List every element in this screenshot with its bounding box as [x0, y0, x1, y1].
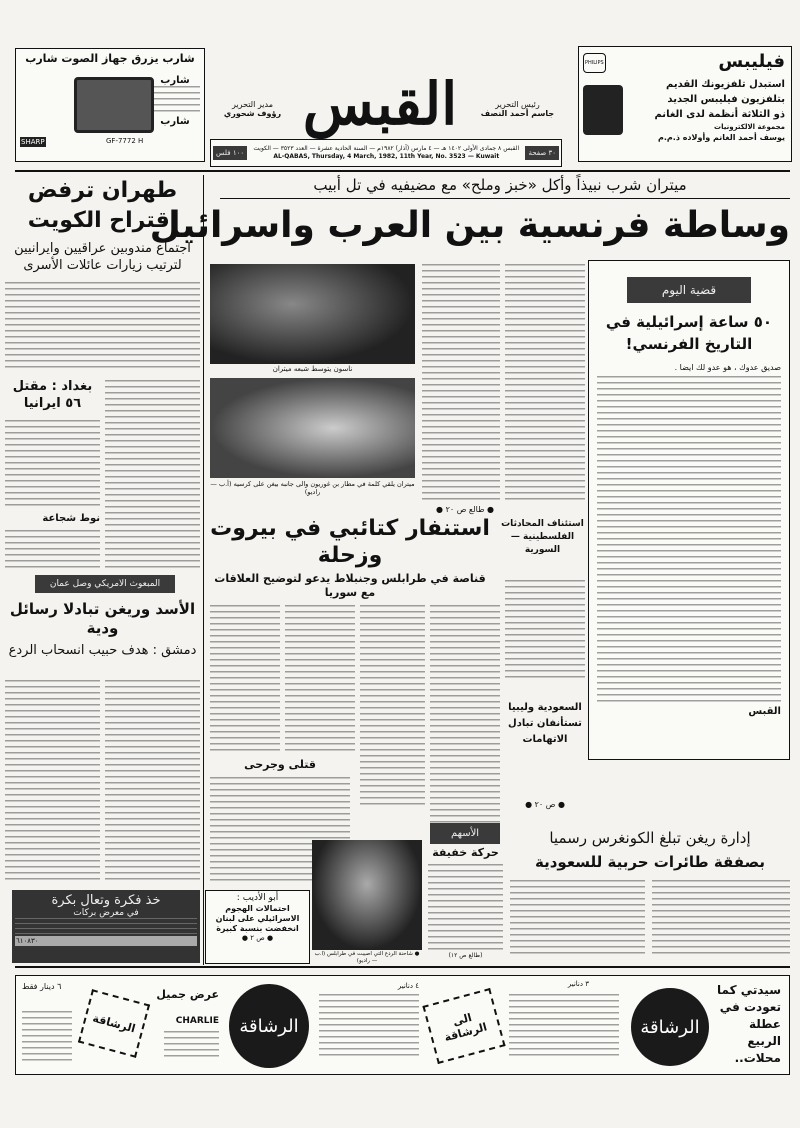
sharp-ad-title: شارب يزرق جهاز الصوت شارب — [25, 52, 195, 65]
tehran-subhead: اجتماع مندوبين عراقيين وايرانيين لترتيب زيارات عائلات الأسرى — [14, 241, 191, 273]
date-english: AL-QABAS, Thursday, 4 March, 1982, 11th Year, No. 3523 — Kuwait — [273, 153, 500, 160]
truck-photo — [312, 840, 422, 950]
philips-brand: فيليبس — [718, 51, 785, 72]
abu-adib-title: أبو الأديب : — [236, 893, 279, 903]
managing-editor: رؤوف شحوري — [223, 109, 282, 118]
price: ١٠٠ فلس — [213, 146, 247, 160]
radio-cassette-image — [74, 77, 154, 133]
envoy-banner: المبعوث الامريكي وصل عمان — [35, 575, 175, 593]
sharp-side-1: شارب — [160, 75, 190, 86]
abu-adib-box — [205, 890, 310, 964]
editor-in-chief-label: رئيس التحرير — [495, 100, 540, 109]
sharp-brand: SHARP — [21, 138, 45, 146]
rashaqa-right-text: سيدتي كما تعودت في عطلة الربيع محلات.. — [717, 983, 781, 1065]
editorial-body — [597, 376, 781, 706]
sharp-model: GF-7772 H — [106, 137, 144, 145]
stocks-jump: (طالع ص ١٢) — [448, 952, 483, 959]
charlie-label: CHARLIE — [175, 1016, 219, 1026]
barakat-line1: خذ فكرة وتعال بكرة — [51, 893, 161, 908]
barakat-ad — [12, 890, 200, 963]
beirut-headline: استنفار كتائبي في بيروت وزحلة — [210, 516, 490, 568]
managing-editor-label: مدير التحرير — [232, 100, 273, 109]
editorial-lead: صديق عدوك ، هو عدو لك ايضا . — [674, 363, 781, 372]
editorial-box — [588, 260, 790, 760]
price-1: ٣ دنانير — [567, 980, 589, 988]
philips-line1: استبدل تلفزيونك القديم — [666, 79, 785, 90]
masthead-rule — [15, 170, 790, 172]
reagan-headline-1: إدارة ريغن تبلغ الكونغرس رسميا — [549, 829, 751, 847]
page-count: ٣٠ صفحة — [525, 146, 559, 160]
stocks-headline: حركة خفيفة — [432, 846, 499, 859]
casualties-subhead: قتلى وجرحى — [244, 758, 316, 771]
palestinian-syrian-headline: استئناف المحادثات الفلسطينية — السورية — [501, 519, 584, 555]
date-arabic: القبس ٨ جمادى الأولى ١٤٠٢ هـ — ٤ مارس (آذار) ١٩٨٢م — السنة الحادية عشرة — العدد ٣٥٢٣ — الكويت — [253, 145, 520, 152]
rashaqa-logo-1: الرشاقة — [631, 988, 709, 1066]
price-3: ٦ دينار فقط — [22, 982, 62, 991]
baghdad-headline: بغداد : مقتل ٥٦ ايرانيا — [12, 379, 93, 411]
rashaqa-star-2: الرشاقة — [78, 989, 150, 1058]
barakat-phone: ٦١٠٨٣٠ — [15, 936, 197, 946]
barakat-line2: في معرض بركات — [73, 908, 139, 918]
tv-image — [583, 85, 623, 135]
philips-dealer: يوسف أحمد الغانم وأولاده ذ.م.م — [658, 133, 785, 142]
logo: القبس — [302, 70, 458, 138]
damascus-headline: دمشق : هدف حبيب انسحاب الردع — [8, 643, 197, 658]
lead-headline: وساطة فرنسية بين العرب واسرائيل — [149, 205, 790, 246]
saudi-libya-jump: ● ص ٢٠ ● — [525, 800, 565, 809]
beirut-subhead: قناصة في طرابلس وجنبلاط يدعو لتوضيح العلاقات مع سوريا — [214, 572, 486, 599]
sharp-side-2: شارب — [160, 116, 190, 127]
baghdad-body — [5, 420, 100, 510]
editorial-signature: القبس — [748, 706, 781, 717]
lead-photo-1 — [210, 264, 415, 364]
date-bar — [210, 139, 562, 167]
lead-photo-2 — [210, 378, 415, 478]
assad-reagan-headline: الأسد وريغن تبادلا رسائل ودية — [9, 600, 196, 637]
rashaqa-star: الى الرشاقة — [422, 988, 505, 1064]
price-2: ٤ دنانير — [397, 982, 419, 990]
philips-ad — [578, 46, 792, 162]
lead-photo-caption-1: ناسون يتوسط شبعه ميتران — [272, 365, 353, 373]
abu-adib-text: احتمالات الهجوم الاسرائيلي على لبنان انخفضت بنسبة كبيرة — [215, 904, 300, 933]
lead-body-2 — [505, 264, 585, 504]
rashaqa-logo-2: الرشاقة — [229, 984, 309, 1068]
tehran-headline: طهران ترفض اقتراح الكويت — [27, 178, 178, 233]
rashaqa-ad — [15, 975, 790, 1075]
lead-body-1 — [422, 264, 500, 504]
tehran-body — [5, 282, 200, 372]
lead-overline: ميتران شرب نبيذاً وأكل «خبز وملح» مع مضيفيه في تل أبيب — [313, 176, 687, 194]
philips-line2: بتلفزيون فيليبس الجديد — [667, 94, 785, 105]
sharp-ad — [15, 48, 205, 162]
stocks-banner: الأسهم — [430, 823, 500, 844]
saudi-libya-headline: السعودية وليبيا تستأنفان تبادل الاتهامات — [508, 702, 582, 745]
lead-photo-caption-2: ميتران يلقي كلمة في مطار بن غوريون والى جانبه بيغن على كرسيه (أ.ب — راديو) — [210, 480, 415, 496]
abu-adib-jump: ● ص ٢ ● — [241, 934, 274, 942]
editorial-title: ٥٠ ساعة إسرائيلية في التاريخ الفرنسي! — [605, 313, 773, 353]
lead-jump: ● طالع ص ٢٠ ● — [436, 505, 494, 514]
philips-dealer-label: مجموعة الالكترونيات — [714, 123, 785, 131]
medal-subhead: نوط شجاعة — [42, 513, 100, 524]
truck-photo-caption: ● شاحنة الردع التي اصيبت في طرابلس (ا.ب — راديو) — [314, 951, 420, 964]
editorial-banner: قضية اليوم — [627, 277, 751, 303]
offer-title: عرض جميل — [156, 988, 219, 1001]
editor-in-chief: جاسم أحمد النصف — [480, 109, 555, 118]
philips-line3: ذو الثلاثة أنظمة لدى الغانم — [654, 109, 785, 120]
reagan-headline-2: بصفقة طائرات حربية للسعودية — [534, 853, 766, 871]
philips-logo: PHILIPS — [583, 53, 606, 73]
